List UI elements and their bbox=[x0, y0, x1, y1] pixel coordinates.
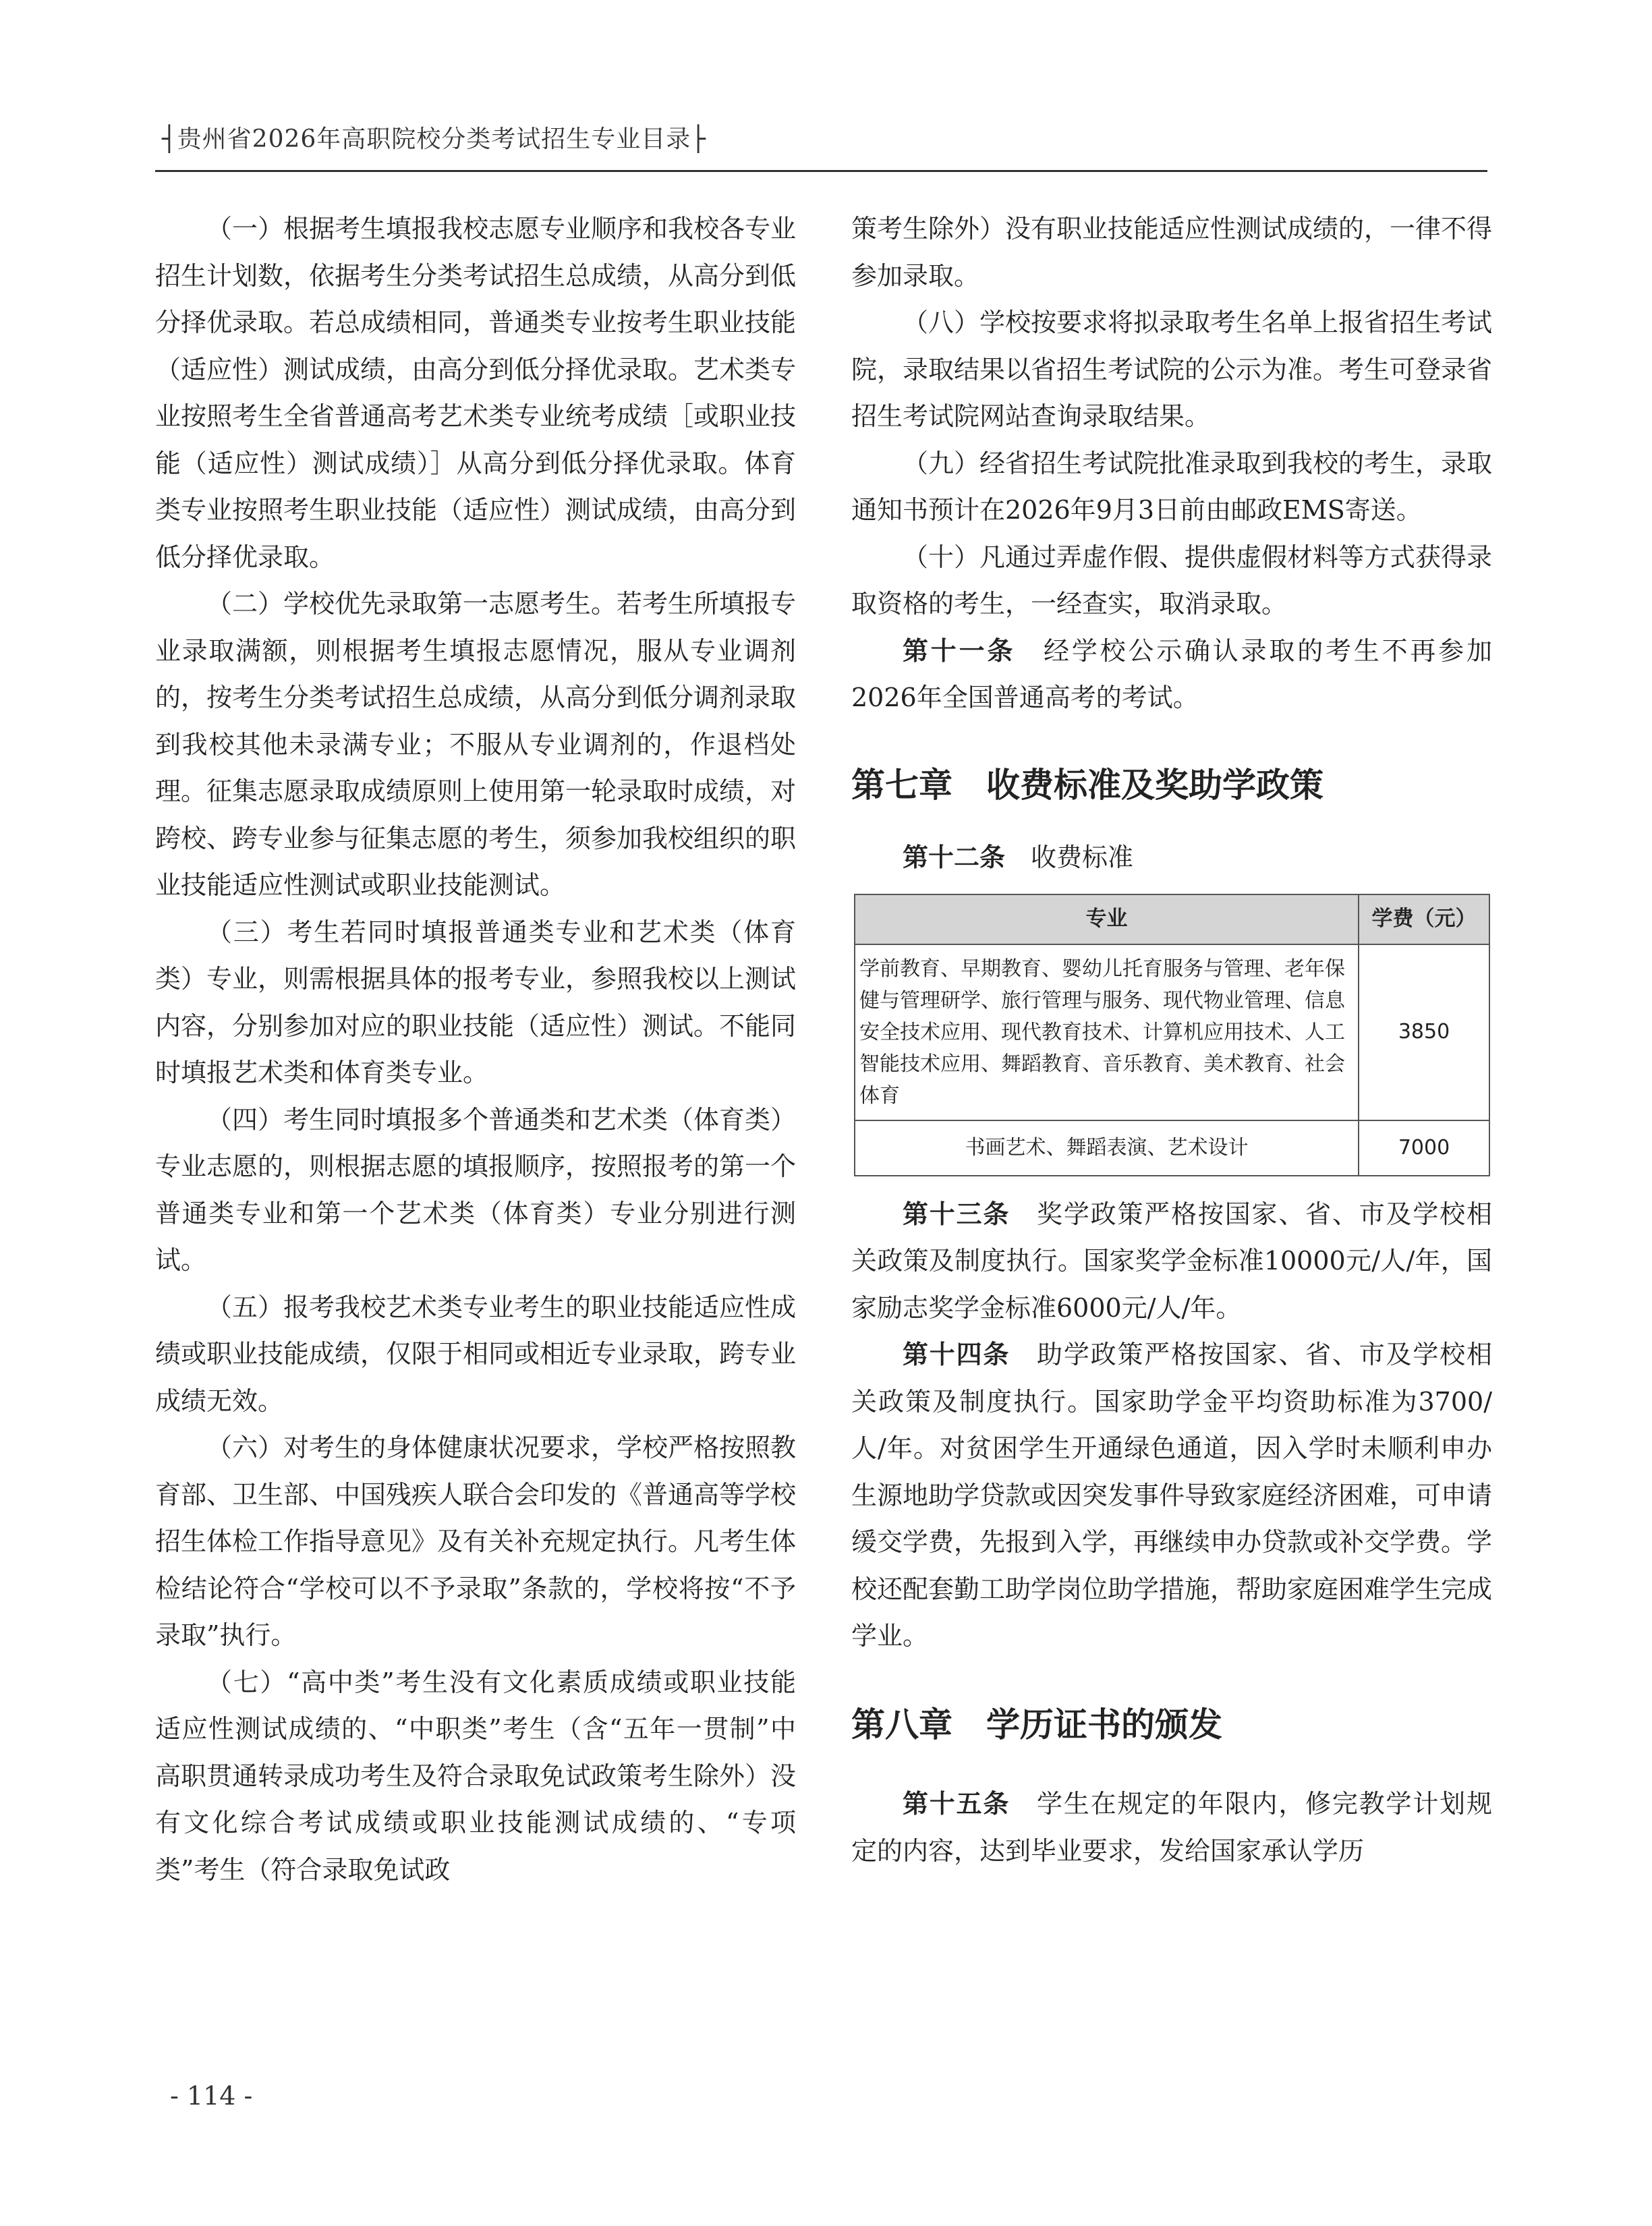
paragraph-8: （八）学校按要求将拟录取考生名单上报省招生考试院，录取结果以省招生考试院的公示为准。考生可登录省招生考试院网站查询录取结果。 bbox=[851, 308, 1493, 431]
paragraph-7-continued: 策考生除外）没有职业技能适应性测试成绩的，一律不得参加录取。 bbox=[851, 214, 1493, 291]
article-text: 助学政策严格按国家、省、市及学校相关政策及制度执行。国家助学金平均资助标准为3700/人/年。对贫困学生开通绿色通道，因入学时未顺利申办生源地助学贷款或因突发事件导致家庭经济困难，可申请缓交学费，先报到入学，再继续申办贷款或补交学费。学校还配套勤工助学岗位助学措施，帮助家庭困难学生完成学业。 bbox=[851, 1340, 1493, 1651]
article-14 bbox=[851, 1332, 1492, 1660]
running-header: ┤贵州省2026年高职院校分类考试招生专业目录├ bbox=[162, 125, 706, 153]
paragraph-5: （五）报考我校艺术类专业考生的职业技能适应性成绩或职业技能成绩，仅限于相同或相近专业录取，跨专业成绩无效。 bbox=[155, 1292, 797, 1416]
article-label: 第十四条 bbox=[903, 1340, 1010, 1369]
table-cell-major: 书画艺术、舞蹈表演、艺术设计 bbox=[855, 1120, 1359, 1176]
article-label: 第十一条 bbox=[903, 635, 1016, 666]
paragraph-9: （九）经省招生考试院批准录取到我校的考生，录取通知书预计在2026年9月3日前由邮政EMS寄送。 bbox=[851, 448, 1493, 525]
fee-table bbox=[854, 894, 1490, 1176]
article-13 bbox=[851, 1191, 1492, 1332]
article-label: 第十五条 bbox=[903, 1789, 1010, 1819]
article-15 bbox=[851, 1781, 1492, 1875]
paragraph-10: （十）凡通过弄虚作假、提供虚假材料等方式获得录取资格的考生，一经查实，取消录取。 bbox=[851, 542, 1493, 619]
page-number: - 114 - bbox=[170, 2081, 253, 2111]
paragraph-6: （六）对考生的身体健康状况要求，学校严格按照教育部、卫生部、中国残疾人联合会印发的《普通高等学校招生体检工作指导意见》及有关补充规定执行。凡考生体检结论符合“学校可以不予录取”条款的，学校将按“不予录取”执行。 bbox=[155, 1433, 797, 1650]
table-header-major: 专业 bbox=[855, 894, 1359, 944]
table-row bbox=[855, 944, 1489, 1120]
right-column bbox=[851, 206, 1492, 1875]
table-cell-fee: 3850 bbox=[1359, 944, 1489, 1120]
article-11 bbox=[851, 628, 1492, 722]
paragraph-7: （七）“高中类”考生没有文化素质成绩或职业技能适应性测试成绩的、“中职类”考生（含“五年一贯制”中高职贯通转录成功考生及符合录取免试政策考生除外）没有文化综合考试成绩或职业技能测试成绩的、“专项类”考生（符合录取免试政 bbox=[155, 1667, 797, 1885]
article-text: 经学校公示确认录取的考生不再参加2026年全国普通高考的考试。 bbox=[851, 635, 1492, 712]
table-cell-major: 学前教育、早期教育、婴幼儿托育服务与管理、老年保健与管理研学、旅行管理与服务、现代物业管理、信息安全技术应用、现代教育技术、计算机应用技术、人工智能技术应用、舞蹈教育、音乐教育、美术教育、社会体育 bbox=[855, 944, 1359, 1120]
table-row bbox=[855, 1120, 1489, 1176]
paragraph-1: （一）根据考生填报我校志愿专业顺序和我校各专业招生计划数，依据考生分类考试招生总成绩，从高分到低分择优录取。若总成绩相同，普通类专业按考生职业技能（适应性）测试成绩，由高分到低分择优录取。艺术类专业按照考生全省普通高考艺术类专业统考成绩［或职业技能（适应性）测试成绩）］从高分到低分择优录取。体育类专业按照考生职业技能（适应性）测试成绩，由高分到低分择优录取。 bbox=[155, 214, 797, 572]
article-text: 收费标准 bbox=[1031, 843, 1134, 872]
table-header-fee: 学费（元） bbox=[1359, 894, 1489, 944]
header-rule bbox=[155, 170, 1487, 172]
article-label: 第十二条 bbox=[903, 843, 1006, 872]
table-cell-fee: 7000 bbox=[1359, 1120, 1489, 1176]
paragraph-3: （三）考生若同时填报普通类专业和艺术类（体育类）专业，则需根据具体的报考专业，参照我校以上测试内容，分别参加对应的职业技能（适应性）测试。不能同时填报艺术类和体育类专业。 bbox=[155, 917, 797, 1087]
chapter-8-title: 第八章 学历证书的颁发 bbox=[851, 1705, 1222, 1744]
article-12 bbox=[851, 834, 1492, 882]
chapter-7-title: 第七章 收费标准及奖助学政策 bbox=[851, 765, 1323, 805]
table-header-row bbox=[855, 894, 1489, 944]
article-text: 奖学政策严格按国家、省、市及学校相关政策及制度执行。国家奖学金标准10000元/人/年，国家励志奖学金标准6000元/人/年。 bbox=[851, 1199, 1492, 1323]
paragraph-4: （四）考生同时填报多个普通类和艺术类（体育类）专业志愿的，则根据志愿的填报顺序，按照报考的第一个普通类专业和第一个艺术类（体育类）专业分别进行测试。 bbox=[155, 1104, 797, 1275]
paragraph-2: （二）学校优先录取第一志愿考生。若考生所填报专业录取满额，则根据考生填报志愿情况，服从专业调剂的，按考生分类考试招生总成绩，从高分到低分调剂录取到我校其他未录满专业；不服从专业调剂的，作退档处理。征集志愿录取成绩原则上使用第一轮录取时成绩，对跨校、跨专业参与征集志愿的考生，须参加我校组织的职业技能适应性测试或职业技能测试。 bbox=[155, 589, 797, 900]
left-column bbox=[155, 206, 796, 1893]
article-text: 学生在规定的年限内，修完教学计划规定的内容，达到毕业要求，发给国家承认学历 bbox=[851, 1789, 1492, 1866]
article-label: 第十三条 bbox=[903, 1199, 1010, 1229]
